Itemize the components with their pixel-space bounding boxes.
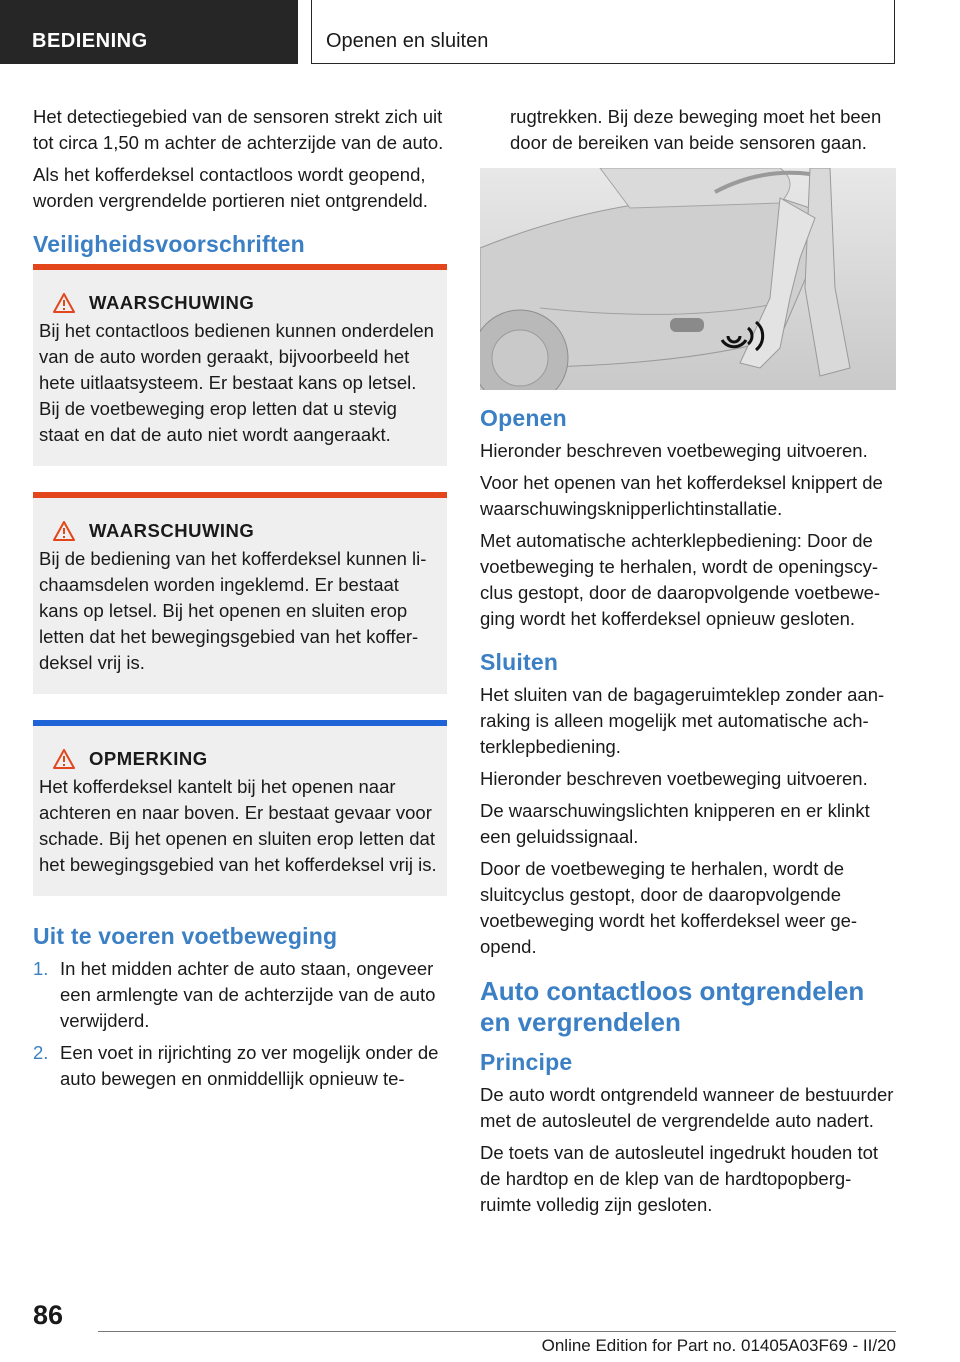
paragraph: De waarschuwingslichten knipperen en er klinkt een geluidssignaal. [480, 800, 870, 847]
car-rear-illustration [480, 168, 896, 390]
step-number: 1. [33, 958, 49, 979]
section-heading-safety: Veiligheidsvoorschriften [33, 231, 305, 257]
edition-footer: Online Edition for Part no. 01405A03F69 - II/20 [541, 1336, 896, 1355]
paragraph: Als het kofferdeksel contactloos wordt geopend, worden vergrendelde portieren niet ontgrendeld. [33, 164, 428, 211]
paragraph: De toets van de autosleutel ingedrukt houden tot de hardtop en de klep van de hardtopopbergruimte volledig zijn gesloten. [480, 1142, 879, 1215]
paragraph: Door de voetbeweging te herhalen, wordt de sluitcyclus gestopt, door de daaropvolgende voetbeweging wordt het kofferdeksel weer geopend. [480, 858, 858, 957]
warning-title: WAARSCHUWING [89, 292, 255, 313]
section-heading-principle: Principe [480, 1049, 573, 1075]
paragraph: Voor het openen van het kofferdeksel knippert de waarschuwingsknipperlichtinstallatie. [480, 472, 883, 519]
paragraph: rugtrekken. Bij deze beweging moet het been door de bereiken van beide sensoren gaan. [510, 106, 882, 153]
warning-triangle-icon [53, 293, 75, 313]
steps-list [33, 956, 447, 1092]
warning-text: Bij het contactloos bedienen kunnen onderdelen van de auto worden geraakt, bijvoorbeeld het hete uitlaatsysteem. Er bestaat kans op letsel. Bij de voetbeweging erop letten dat u stevig staat en dat de auto niet wordt aangeraakt. [39, 320, 434, 445]
list-item [33, 956, 447, 1034]
warning-box [33, 492, 447, 694]
paragraph: Het sluiten van de bagageruimteklep zonder aanraking is alleen mogelijk met automatische achterklepbediening. [480, 684, 885, 757]
chapter-label: BEDIENING [0, 0, 298, 64]
section-heading-foot-motion: Uit te voeren voetbeweging [33, 923, 338, 949]
warning-triangle-icon [53, 521, 75, 541]
notice-title: OPMERKING [89, 748, 208, 769]
foot-motion-illustration [480, 168, 896, 390]
paragraph: Met automatische achterklepbediening: Door de voetbeweging te herhalen, wordt de openingscyclus gestopt, door de daaropvolgende voetbeweging wordt het kofferdeksel opnieuw gesloten. [480, 530, 881, 629]
paragraph: Hieronder beschreven voetbeweging uitvoeren. [480, 768, 868, 789]
list-item [33, 1040, 447, 1092]
paragraph: Het detectiegebied van de sensoren strekt zich uit tot circa 1,50 m achter de achterzijde van de auto. [33, 106, 444, 153]
warning-title: WAARSCHUWING [89, 520, 255, 541]
page-number: 86 [33, 1300, 64, 1330]
warning-text: Bij de bediening van het kofferdeksel kunnen lichaamsdelen worden ingeklemd. Er bestaat kans op letsel. Bij het openen en sluiten erop letten dat het bewegingsgebied van het kofferdeksel vrij is. [39, 548, 427, 673]
right-column [480, 104, 896, 1224]
warning-triangle-icon [53, 749, 75, 769]
section-heading-close: Sluiten [480, 649, 559, 675]
footer-divider [98, 1331, 896, 1332]
step-text: In het midden achter de auto staan, ongeveer een armlengte van de achterzijde van de auto verwijderd. [60, 958, 436, 1031]
step-number: 2. [33, 1042, 49, 1063]
warning-box [33, 264, 447, 466]
notice-box [33, 720, 447, 896]
notice-text: Het kofferdeksel kantelt bij het openen naar achteren en naar boven. Er bestaat gevaar voor schade. Bij het openen en sluiten erop letten dat het bewegingsgebied van het kofferdeksel vrij is. [39, 776, 437, 875]
section-heading-open: Openen [480, 405, 567, 431]
section-heading-contactless: Auto contactloos ontgrendelen en vergrendelen [480, 976, 865, 1037]
left-column [33, 104, 447, 1098]
paragraph: De auto wordt ontgrendeld wanneer de bestuurder met de autosleutel de vergrendelde auto nadert. [480, 1084, 894, 1131]
step-text: Een voet in rijrichting zo ver mogelijk onder de auto bewegen en onmiddellijk opnieuw te- [60, 1042, 439, 1089]
paragraph: Hieronder beschreven voetbeweging uitvoeren. [480, 440, 868, 461]
page-header-title: Openen en sluiten [311, 0, 895, 64]
